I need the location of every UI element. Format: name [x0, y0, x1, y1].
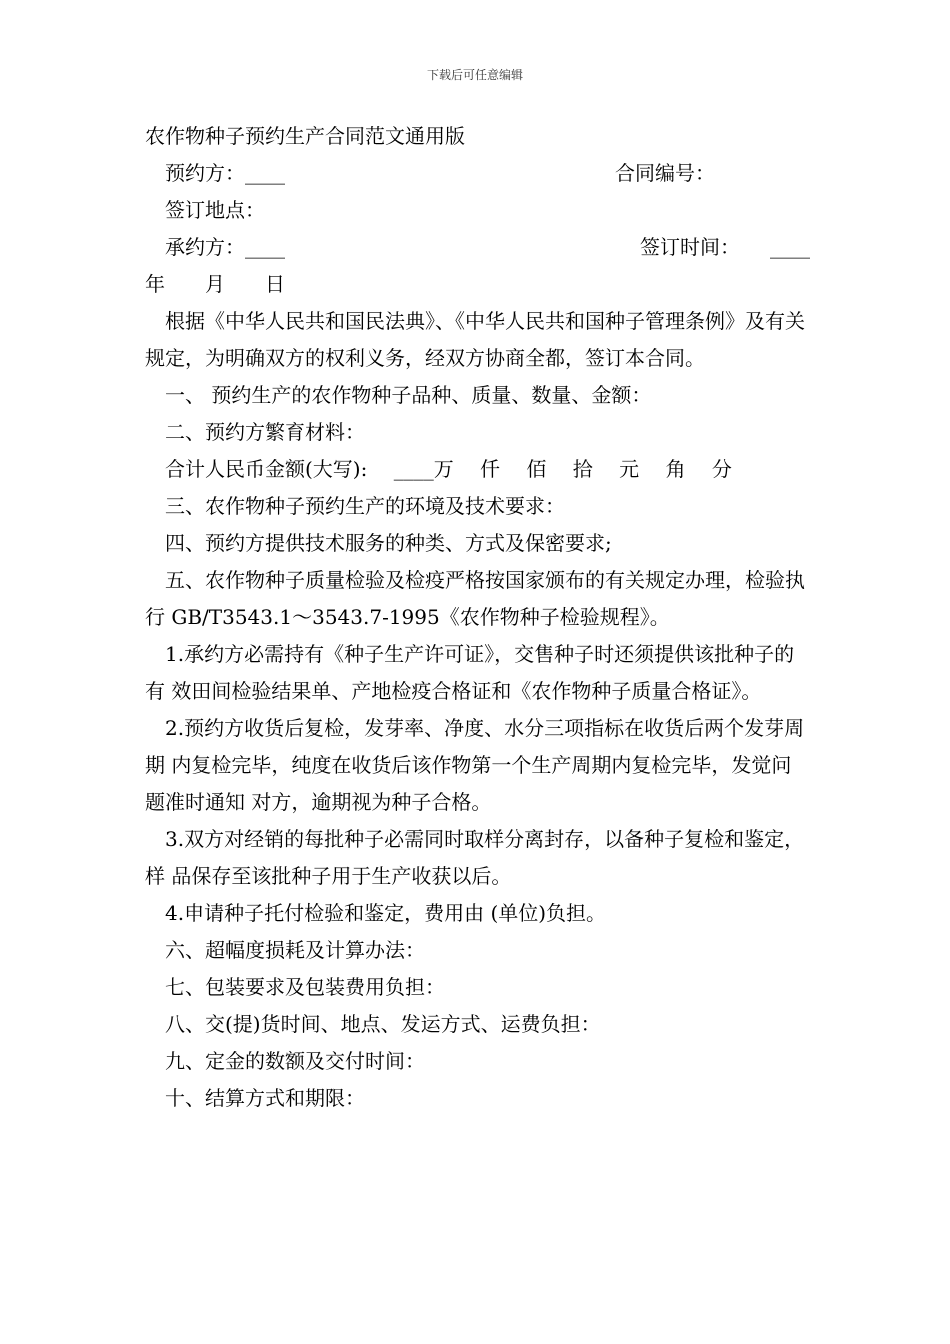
party-a-label: 预约方：____: [165, 161, 285, 185]
clause-2: 二、预约方繁育材料：: [165, 420, 365, 444]
header-note: 下载后可任意编辑: [426, 68, 523, 82]
total-amount-line: 合计人民币金额(大写): ____万 仟 佰 拾 元 角 分: [165, 457, 732, 481]
date-line: 年 月 日: [145, 272, 285, 296]
clause-5: 五、农作物种子质量检验及检疫严格按国家颁布的有关规定办理，检验执行 GB/T3543.1～3543.7-1995《农作物种子检验规程》。: [145, 568, 805, 629]
party-b-label: 承约方：____: [165, 235, 285, 259]
clause-1: 一、 预约生产的农作物种子品种、质量、数量、金额：: [165, 383, 652, 407]
clause-6: 六、超幅度损耗及计算办法：: [165, 938, 425, 962]
contract-number-label: 合同编号：: [615, 161, 715, 185]
clause-8: 八、交(提)货时间、地点、发运方式、运费负担：: [165, 1012, 601, 1036]
clause-10: 十、结算方式和期限：: [165, 1086, 365, 1110]
sub-clause-2: 2.预约方收货后复检，发芽率、净度、水分三项指标在收货后两个发芽周期 内复检完毕，纯度在收货后该作物第一个生产周期内复检完毕，发觉问题准时通知 对方，逾期视为种子合格。: [145, 716, 805, 814]
clause-9: 九、定金的数额及交付时间：: [165, 1049, 425, 1073]
sign-time-label: 签订时间： ____: [640, 235, 810, 259]
sign-place-label: 签订地点：: [165, 198, 265, 222]
sub-clause-4: 4.申请种子托付检验和鉴定，费用由 (单位)负担。: [165, 901, 607, 925]
preamble-paragraph: 根据《中华人民共和国民法典》、《中华人民共和国种子管理条例》及有关规定，为明确双方的权利义务，经双方协商全都，签订本合同。: [145, 309, 805, 370]
clause-3: 三、农作物种子预约生产的环境及技术要求：: [165, 494, 565, 518]
clause-7: 七、包装要求及包装费用负担：: [165, 975, 445, 999]
party-a-row: [145, 155, 810, 192]
party-b-row: [145, 229, 810, 266]
sub-clause-3: 3.双方对经销的每批种子必需同时取样分离封存，以备种子复检和鉴定，样 品保存至该批种子用于生产收获以后。: [145, 827, 805, 888]
clause-4: 四、预约方提供技术服务的种类、方式及保密要求;: [165, 531, 612, 555]
sub-clause-1: 1.承约方必需持有《种子生产许可证》，交售种子时还须提供该批种子的有 效田间检验结果单、产地检疫合格证和《农作物种子质量合格证》。: [145, 642, 795, 703]
document-title: 农作物种子预约生产合同范文通用版: [145, 124, 465, 148]
contract-body: [145, 118, 810, 1117]
